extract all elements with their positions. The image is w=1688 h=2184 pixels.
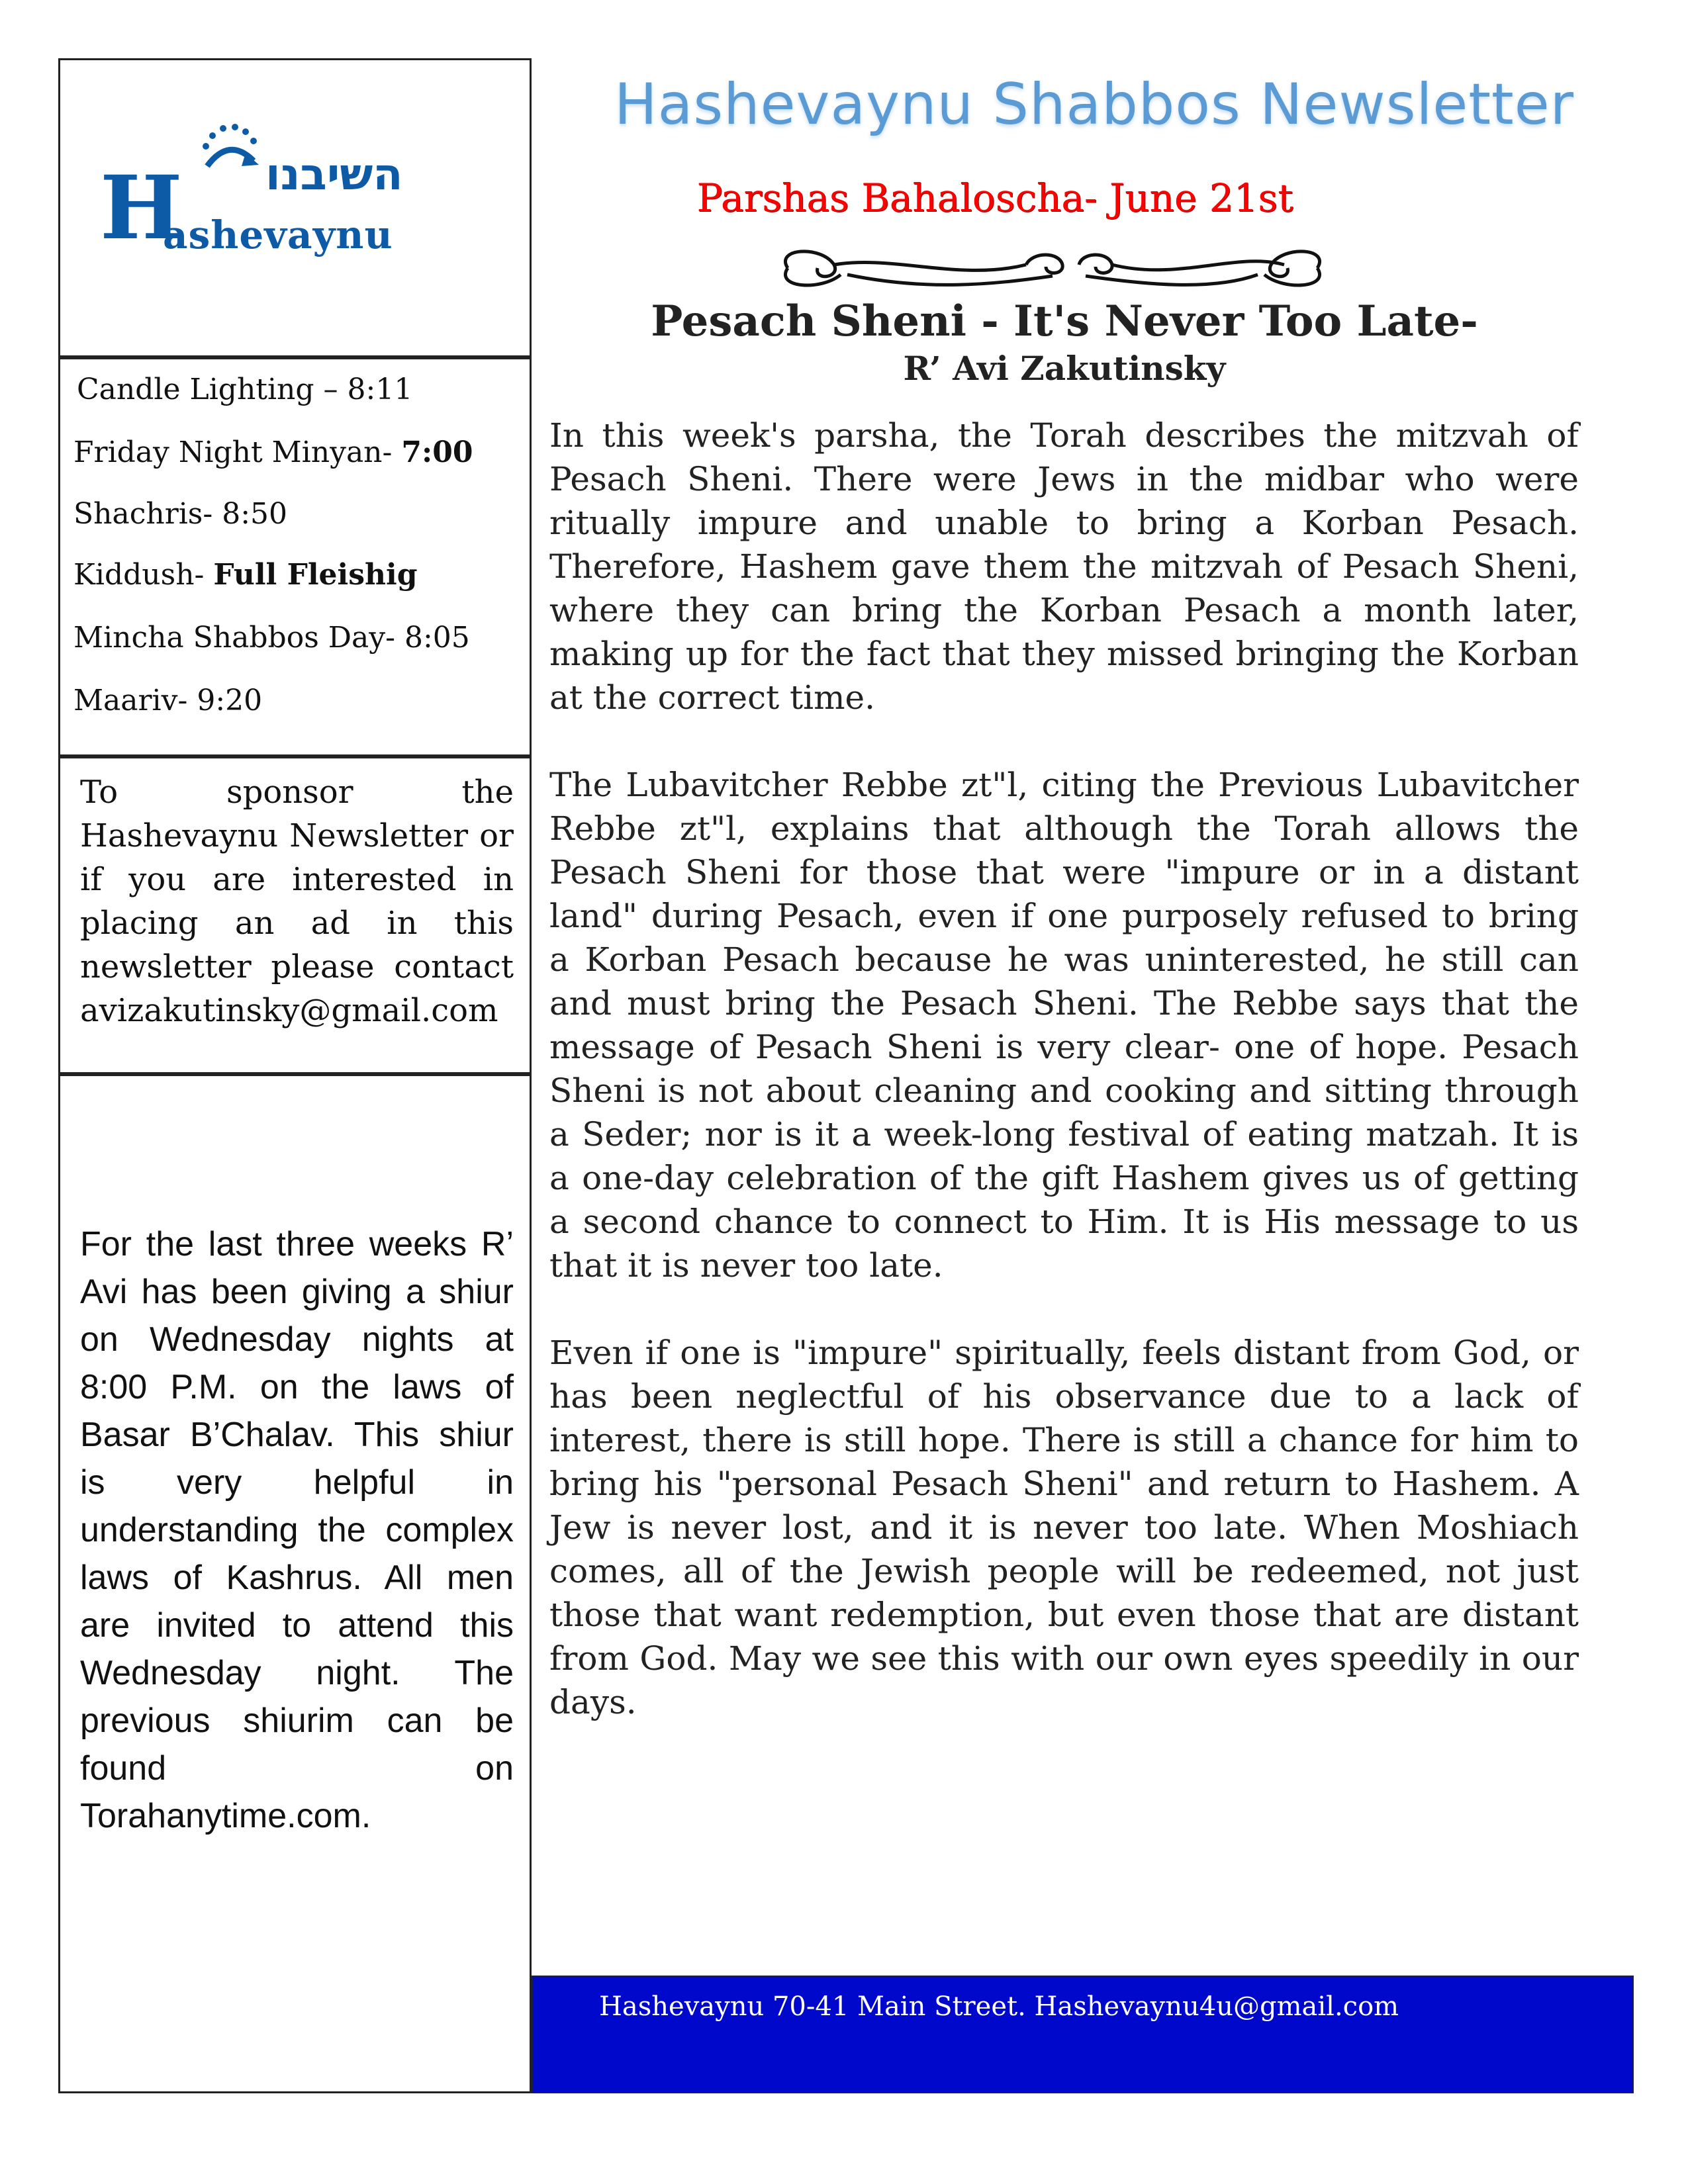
maariv-time: Maariv- 9:20 xyxy=(73,684,263,717)
footer-contact: Hashevaynu 70-41 Main Street. Hashevaynu4u@gmail.com xyxy=(599,1991,1399,2022)
shachris-time: Shachris- 8:50 xyxy=(73,497,288,531)
friday-minyan-time: Friday Night Minyan- 7:00 xyxy=(73,435,473,469)
article-author: R’ Avi Zakutinsky xyxy=(903,349,1226,388)
candle-lighting-time: Candle Lighting – 8:11 xyxy=(77,373,413,406)
logo-initial: H xyxy=(100,157,183,259)
article-paragraph: The Lubavitcher Rebbe zt"l, citing the Previous Lubavitcher Rebbe zt"l, explains that although the Torah allows the Pesach Sheni for those that were "impure or in a distant land" during Pesach, even if one purposely refused to bring a Korban Pesach because he was uninterested, he still can and must bring the Pesach Sheni. The Rebbe says that the message of Pesach Sheni is very clear- one of hope. Pesach Sheni is not about cleaning and cooking and sitting through a Seder; nor is it a week-long festival of eating matzah. It is a one-day celebration of the gift Hashem gives us of getting a second chance to connect to Him. It is His message to us that it is never too late. xyxy=(549,766,1579,1285)
sponsor-text: To sponsor the Hashevaynu Newsletter or if you are interested in placing an ad in this newsletter please contact avizakutinsky@gmail.com xyxy=(80,774,514,1029)
newsletter-title: Hashevaynu Shabbos Newsletter xyxy=(614,71,1575,138)
sun-arc-icon xyxy=(193,120,265,173)
shiur-announcement: For the last three weeks R’ Avi has been giving a shiur on Wednesday nights at 8:00 P.M. on the laws of Basar B’Chalav. This shiur is very helpful in understanding the complex laws of Kashrus. All men are invited to attend this Wednesday night. The previous shiurim can be found on Torahanytime.com. xyxy=(80,1225,514,1835)
logo-hebrew-text: השיבנו xyxy=(265,149,403,200)
sponsor-panel xyxy=(58,756,532,1074)
logo-word: ashevaynu xyxy=(163,212,393,257)
article-paragraph: In this week's parsha, the Torah describes the mitzvah of Pesach Sheni. There were Jews in the midbar who were ritually impure and unable to bring a Korban Pesach. Therefore, Hashem gave them the mitzvah of Pesach Sheni, where they can bring the Korban Pesach a month later, making up for the fact that they missed bringing the Korban at the correct time. xyxy=(549,416,1579,717)
article-body xyxy=(549,414,1579,1768)
article-title: Pesach Sheni - It's Never Too Late- xyxy=(651,296,1478,346)
parsha-date: Parshas Bahaloscha- June 21st xyxy=(696,175,1293,220)
mincha-time: Mincha Shabbos Day- 8:05 xyxy=(73,621,470,655)
shiur-panel xyxy=(58,1074,532,2093)
kiddush-info: Kiddush- Full Fleishig xyxy=(73,558,418,592)
ornamental-divider-icon xyxy=(761,235,1344,301)
hashevaynu-logo xyxy=(100,149,504,318)
footer-bar xyxy=(532,1976,1634,2093)
schedule-panel xyxy=(58,357,532,756)
article-paragraph: Even if one is "impure" spiritually, feels distant from God, or has been neglectful of his observance due to a lack of interest, there is still hope. There is still a chance for him to bring his "personal Pesach Sheni" and return to Hashem. A Jew is never lost, and it is never too late. When Moshiach comes, all of the Jewish people will be redeemed, not just those that want redemption, but even those that are distant from God. May we see this with our own eyes speedily in our days. xyxy=(549,1334,1579,1721)
logo-panel xyxy=(58,58,532,357)
